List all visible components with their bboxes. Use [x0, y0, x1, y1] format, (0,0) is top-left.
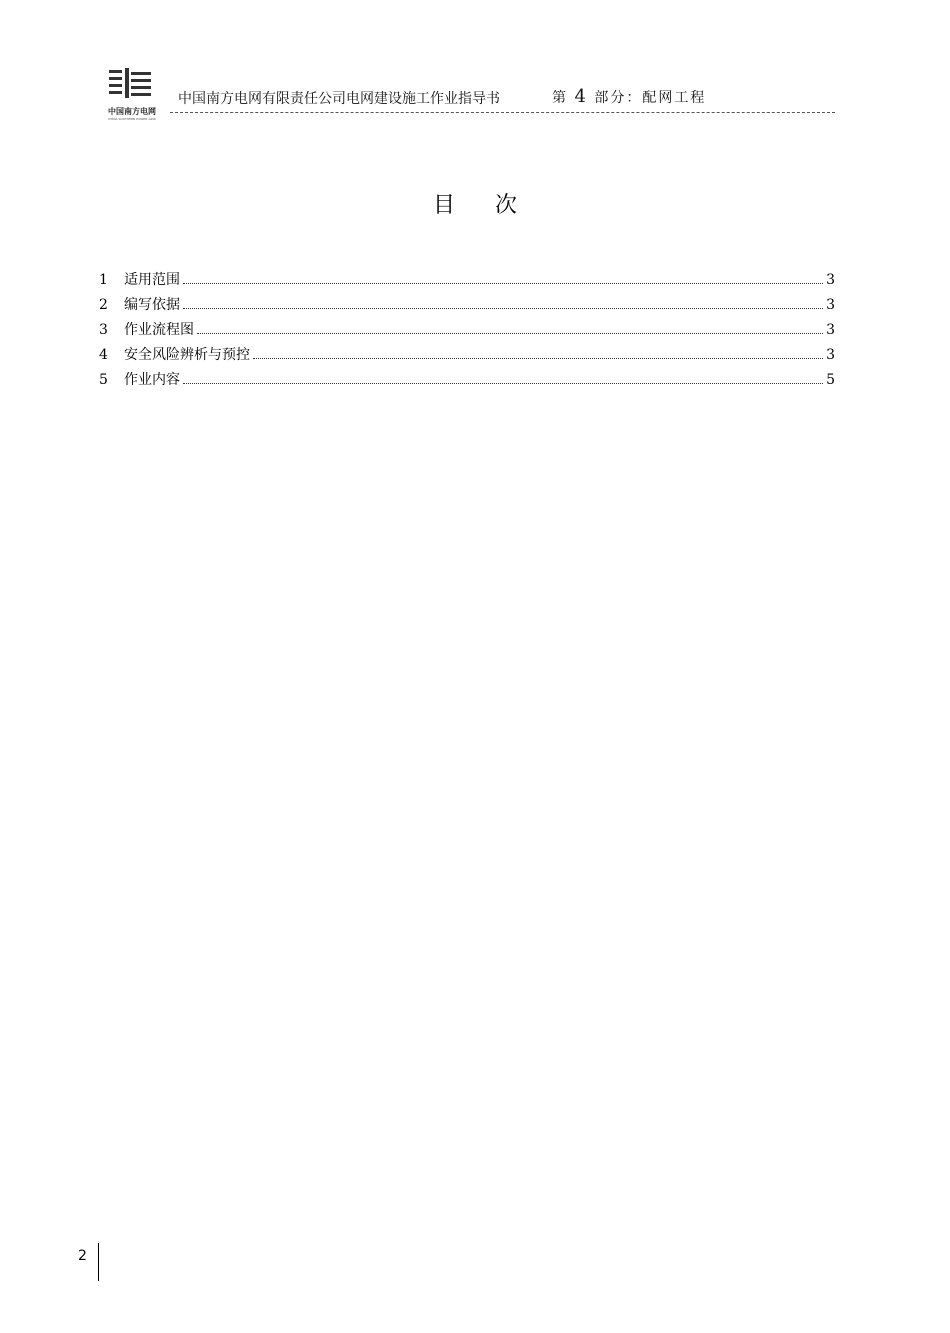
toc-entry-number: 4: [99, 347, 108, 363]
toc-entry-page: 3: [826, 297, 835, 313]
toc-entry[interactable]: [99, 268, 835, 293]
toc-entry[interactable]: [99, 368, 835, 393]
toc-entry-number: 5: [99, 372, 108, 388]
toc-entry-label: 适用范围: [124, 272, 180, 288]
toc-entry-label: 作业流程图: [124, 322, 194, 338]
table-of-contents: [99, 268, 835, 393]
toc-title: 目次: [432, 193, 557, 218]
toc-entry-page: 5: [826, 372, 835, 388]
toc-entry[interactable]: [99, 343, 835, 368]
toc-dot-leader: [183, 308, 823, 309]
footer-divider: [98, 1243, 99, 1281]
toc-dot-leader: [253, 358, 823, 359]
document-part-label: [552, 86, 706, 107]
toc-entry-number: 3: [99, 322, 108, 338]
logo-text: 中国南方电网: [108, 107, 156, 116]
document-series-title: 中国南方电网有限责任公司电网建设施工作业指导书: [178, 91, 500, 107]
logo-subtext: CHINA SOUTHERN POWER GRID: [108, 117, 156, 121]
part-number: 4: [574, 86, 588, 107]
toc-entry[interactable]: [99, 318, 835, 343]
toc-entry-label: 安全风险辨析与预控: [124, 347, 250, 363]
page-header: [0, 0, 950, 130]
power-grid-logo-icon: [107, 66, 157, 104]
toc-dot-leader: [183, 383, 823, 384]
header-divider: [170, 112, 835, 113]
toc-entry-page: 3: [826, 272, 835, 288]
toc-dot-leader: [183, 283, 823, 284]
toc-dot-leader: [197, 333, 823, 334]
page-number: 2: [78, 1248, 87, 1264]
part-suffix: 部分：配网工程: [594, 90, 707, 106]
toc-entry-page: 3: [826, 322, 835, 338]
toc-entry-label: 作业内容: [124, 372, 180, 388]
toc-entry-page: 3: [826, 347, 835, 363]
part-prefix: 第: [552, 90, 568, 106]
company-logo: [97, 66, 169, 122]
toc-entry-label: 编写依据: [124, 297, 180, 313]
toc-entry[interactable]: [99, 293, 835, 318]
toc-entry-number: 2: [99, 297, 108, 313]
toc-entry-number: 1: [99, 272, 108, 288]
